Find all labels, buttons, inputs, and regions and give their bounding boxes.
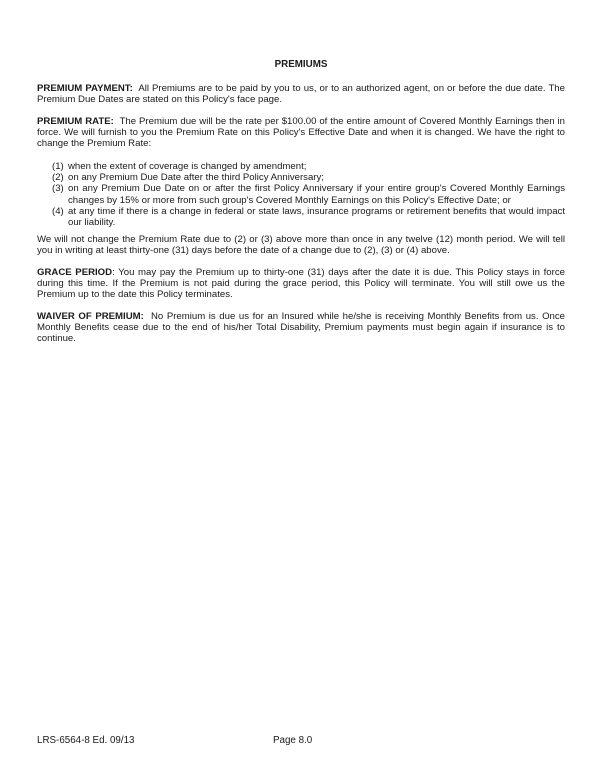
rate-change-limit-paragraph: We will not change the Premium Rate due to (2) or (3) above more than once in any twelve (12) month period. We will tell you in writing at least thirty-one (31) days before the date of a change due to (2), (3) or (4) above. [37, 234, 565, 257]
page-title: PREMIUMS [274, 59, 328, 70]
premium-payment-text: All Premiums are to be paid by you to us, or to an authorized agent, on or before the due date. The Premium Due Dates are stated on this Policy's face page. [37, 83, 565, 106]
list-item-text: on any Premium Due Date on or after the first Policy Anniversary if your entire group's Covered Monthly Earnings changes by 15% or more from such group's Covered Monthly Earnings on this Policy's Effective Date; or [68, 183, 565, 206]
list-item-number: (1) [52, 161, 64, 172]
list-item-number: (2) [52, 172, 64, 184]
premium-payment-heading: PREMIUM PAYMENT: [37, 83, 133, 94]
waiver-of-premium-paragraph [37, 311, 565, 345]
list-item-number: (4) [52, 205, 64, 217]
page-number: Page 8.0 [273, 735, 313, 746]
waiver-of-premium-text: No Premium is due us for an Insured while he/she is receiving Monthly Benefits from us. Once Monthly Benefits cease due to the end of his/her Total Disability, Premium payments must begin again if insurance is to continue. [37, 311, 565, 345]
premium-rate-heading: PREMIUM RATE: [37, 116, 114, 127]
premium-rate-paragraph [37, 116, 565, 150]
list-item-text: at any time if there is a change in federal or state laws, insurance programs or retirement benefits that would impact our liability. [68, 205, 565, 229]
list-item-text: when the extent of coverage is changed by amendment; [68, 161, 307, 172]
list-item [52, 161, 565, 172]
grace-period-heading: GRACE PERIOD [37, 267, 113, 278]
list-item [52, 183, 565, 205]
list-item-text: on any Premium Due Date after the third Policy Anniversary; [68, 172, 324, 184]
grace-period-text: : You may pay the Premium up to thirty-one (31) days after the date it is due. This Policy stays in force during this time. If the Premium is not paid during the grace period, this Policy will terminate. You will still owe us the Premium up to the date this Policy terminates. [37, 267, 565, 301]
premium-rate-text: The Premium due will be the rate per $100.00 of the entire amount of Covered Monthly Earnings then in force. We will furnish to you the Premium Rate on this Policy's Effective Date and when it is changed. We have the right to change the Premium Rate: [37, 116, 565, 150]
form-number: LRS-6564-8 Ed. 09/13 [37, 735, 135, 746]
premium-rate-change-list [52, 161, 565, 228]
premium-payment-paragraph [37, 83, 565, 105]
waiver-of-premium-heading: WAIVER OF PREMIUM: [37, 311, 144, 322]
grace-period-paragraph [37, 267, 565, 301]
list-item [52, 172, 565, 183]
list-item [52, 206, 565, 228]
list-item-number: (3) [52, 183, 64, 195]
